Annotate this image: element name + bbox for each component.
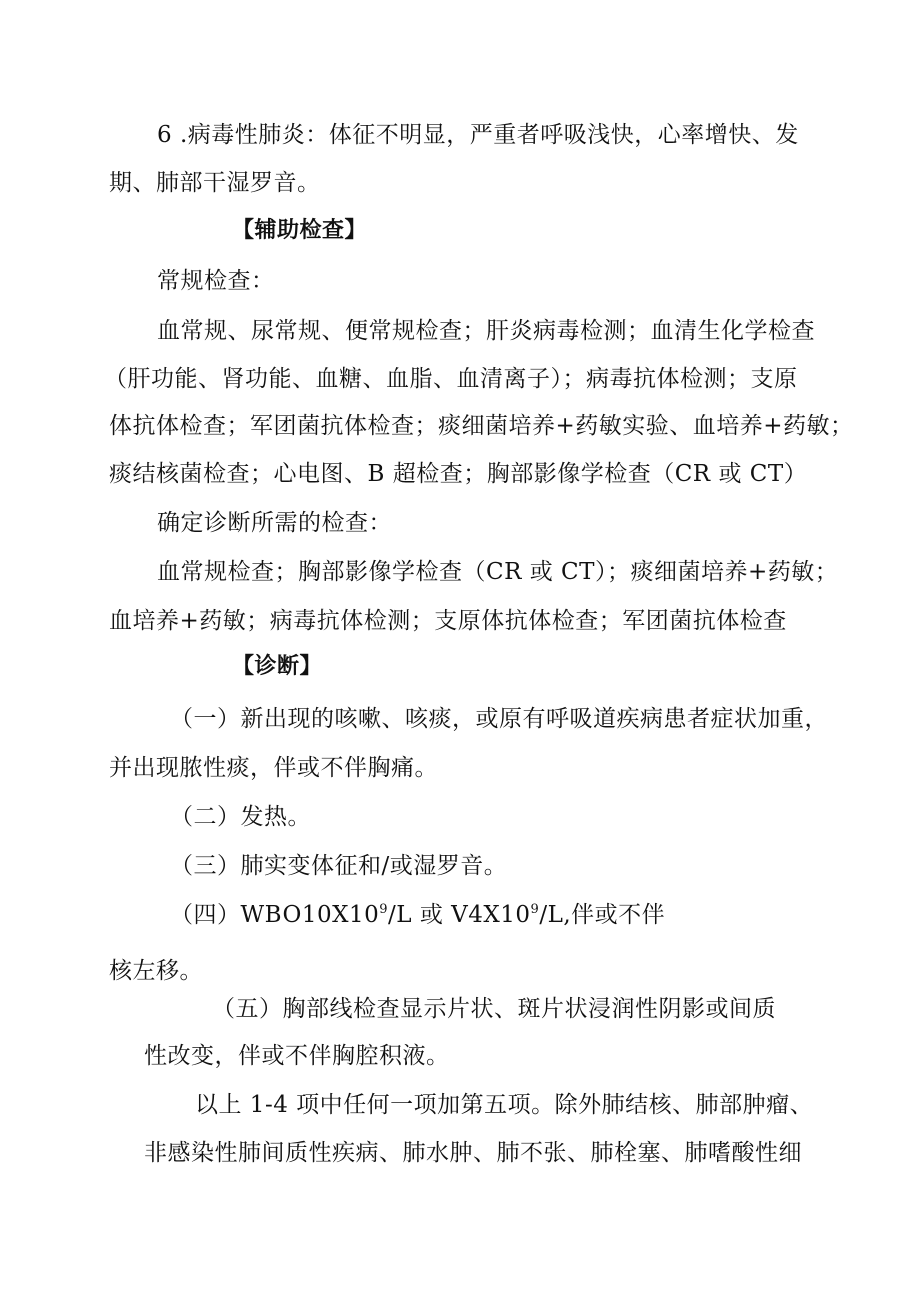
diagnosis-item-5: （五）胸部线检查显示片状、斑片状浸润性阴影或间质 <box>212 996 776 1022</box>
item-4-suffix: /L,伴或不伴 <box>539 902 666 928</box>
diagnosis-summary: 以上 1-4 项中任何一项加第五项。除外肺结核、肺部肿瘤、 <box>195 1092 814 1118</box>
diagnosis-item-4 <box>170 900 665 930</box>
routine-exam-line: 血常规、尿常规、便常规检查；肝炎病毒检测；血清生化学检查 <box>157 318 815 344</box>
routine-exam-line: 体抗体检查；军团菌抗体检查；痰细菌培养+药敏实验、血培养+药敏； <box>109 413 854 439</box>
intro-line-1: 6 .病毒性肺炎：体征不明显，严重者呼吸浅快，心率增快、发 <box>157 122 799 148</box>
item-4-exponent: 9 <box>530 902 540 917</box>
confirm-exam-label: 确定诊断所需的检查： <box>157 510 392 536</box>
routine-exam-line: （肝功能、肾功能、血糖、血脂、血清离子）；病毒抗体检测；支原 <box>104 366 798 392</box>
item-4-middle: /L 或 V4X10 <box>388 902 531 928</box>
diagnosis-item-5-cont: 性改变，伴或不伴胸腔积液。 <box>144 1043 450 1069</box>
diagnosis-item-4-cont: 核左移。 <box>109 958 203 984</box>
diagnosis-item-3: （三）肺实变体征和/或湿罗音。 <box>170 853 508 879</box>
aux-exam-heading: 【辅助检查】 <box>232 218 368 243</box>
routine-exam-line: 痰结核菌检查；心电图、B 超检查；胸部影像学检查（CR 或 CT） <box>109 461 808 487</box>
routine-exam-label: 常规检查： <box>157 268 275 294</box>
diagnosis-item-1: （一）新出现的咳嗽、咳痰，或原有呼吸道疾病患者症状加重， <box>170 706 828 732</box>
item-4-exponent: 9 <box>379 902 389 917</box>
item-4-prefix: （四）WBO10X10 <box>170 902 380 928</box>
diagnosis-item-1-cont: 并出现脓性痰，伴或不伴胸痛。 <box>109 755 438 781</box>
diagnosis-heading: 【诊断】 <box>232 654 323 679</box>
intro-line-2: 期、肺部干湿罗音。 <box>109 170 321 196</box>
confirm-exam-line: 血常规检查；胸部影像学检查（CR 或 CT）；痰细菌培养+药敏； <box>157 559 839 585</box>
diagnosis-summary-cont: 非感染性肺间质性疾病、肺水肿、肺不张、肺栓塞、肺嗜酸性细 <box>144 1140 802 1166</box>
confirm-exam-line: 血培养+药敏；病毒抗体检测；支原体抗体检查；军团菌抗体检查 <box>109 608 787 634</box>
diagnosis-item-2: （二）发热。 <box>170 804 311 830</box>
